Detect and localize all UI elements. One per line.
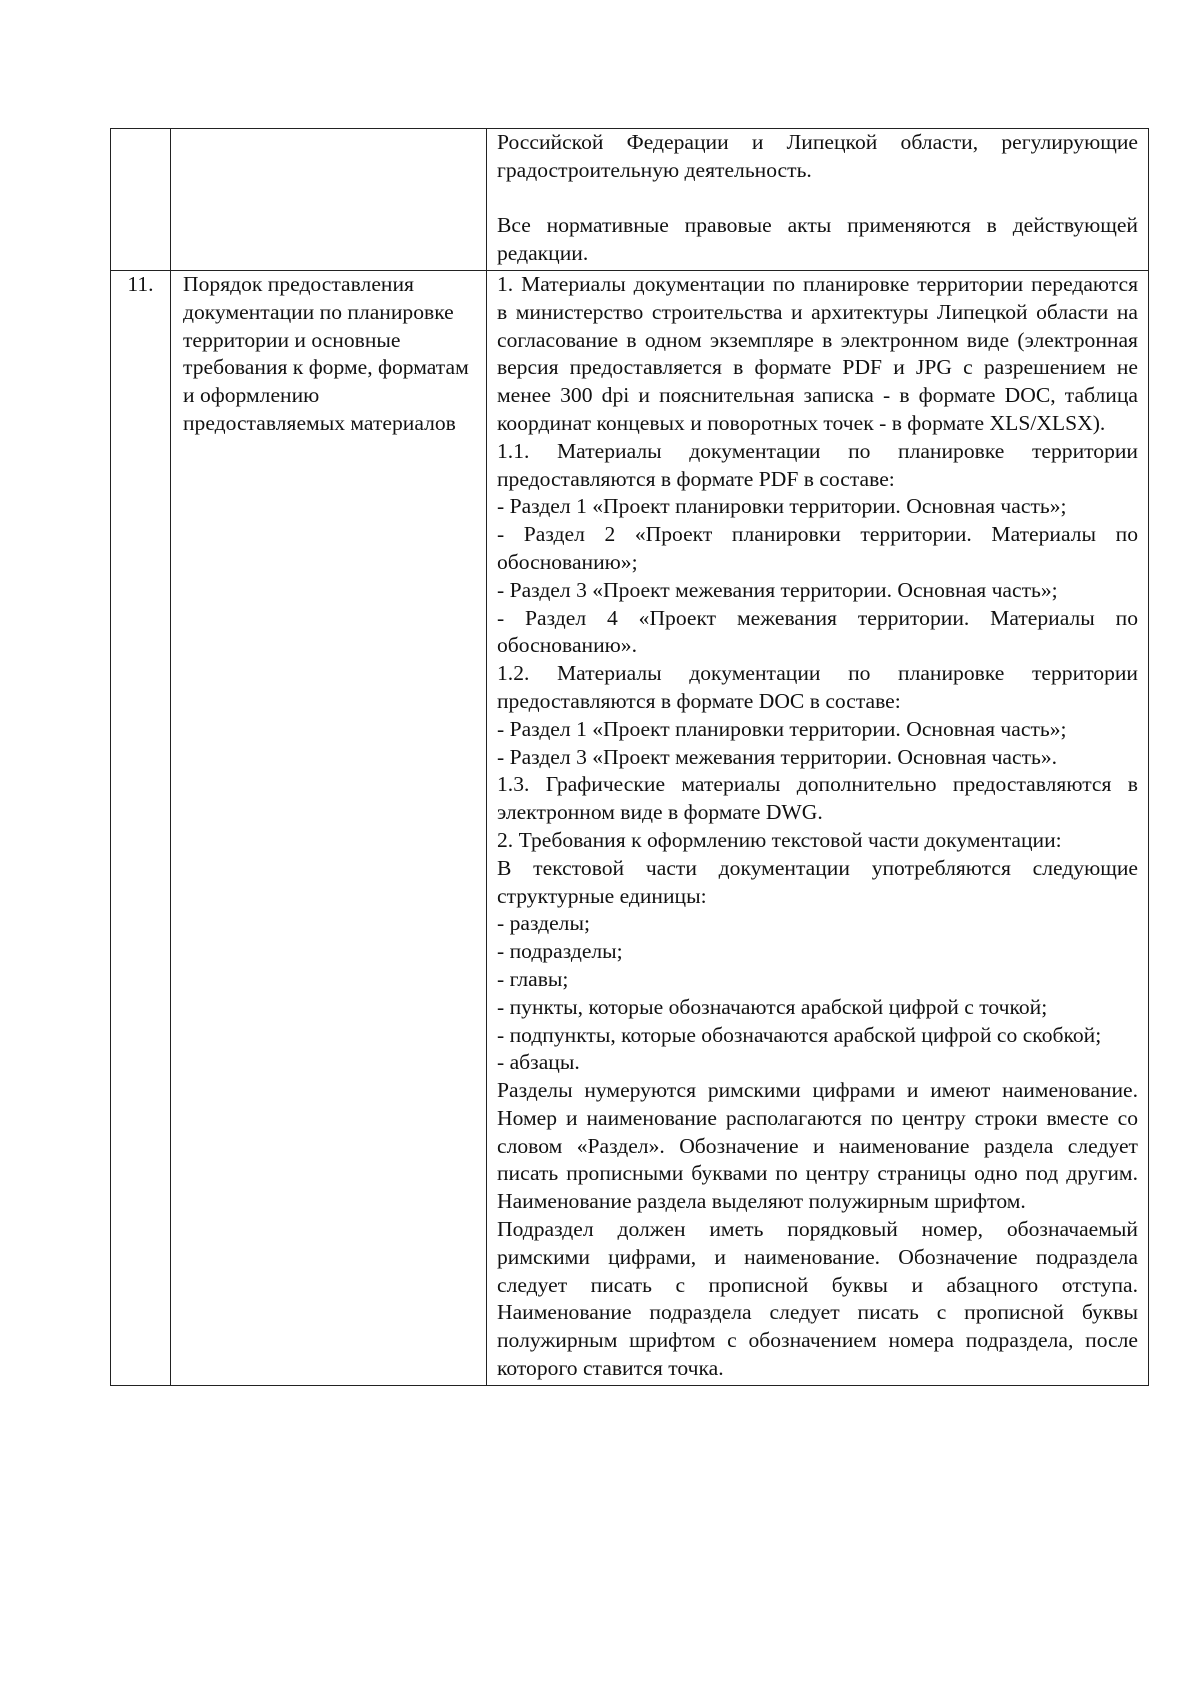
- list-item: - главы;: [497, 966, 569, 991]
- row-title-cell: [171, 270, 487, 1385]
- list-item: - Раздел 2 «Проект планировки территории. Материалы по обоснованию»;: [497, 522, 1138, 574]
- paragraph: 1. Материалы документации по планировке территории передаются в министерство строительства и архитектуры Липецкой области на согласование в одном экземпляре в электронном виде (электронная версия предоставляется в формате PDF и JPG с разрешением не менее 300 dpi и пояснительная записка - в формате DOC, таблица координат концевых и поворотных точек - в формате XLS/XLSX).: [497, 271, 1138, 435]
- paragraph: 2. Требования к оформлению текстовой части документации:: [497, 827, 1062, 852]
- paragraph: 1.1. Материалы документации по планировке территории предоставляются в формате PDF в составе:: [497, 438, 1138, 491]
- list-item: - абзацы.: [497, 1050, 580, 1075]
- row-number-cell: [111, 129, 171, 271]
- row-title: Порядок предоставления документации по планировке территории и основные требования к форме, форматам и оформлению предоставляемых материалов: [183, 271, 469, 435]
- row-title-cell: [171, 129, 487, 271]
- list-item: - пункты, которые обозначаются арабской цифрой с точкой;: [497, 994, 1048, 1019]
- list-item: - подразделы;: [497, 939, 623, 964]
- list-item: - подпункты, которые обозначаются арабской цифрой со скобкой;: [497, 1022, 1102, 1047]
- list-item: - Раздел 1 «Проект планировки территории. Основная часть»;: [497, 716, 1067, 741]
- list-item: - Раздел 1 «Проект планировки территории. Основная часть»;: [497, 494, 1067, 519]
- list-item: - разделы;: [497, 911, 590, 936]
- list-item: - Раздел 3 «Проект межевания территории. Основная часть».: [497, 744, 1058, 769]
- paragraph: Разделы нумеруются римскими цифрами и имеют наименование. Номер и наименование располагаются по центру строки вместе со словом «Раздел». Обозначение и наименование раздела следует писать прописными буквами по центру страницы одно под другим. Наименование раздела выделяют полужирным шрифтом.: [497, 1078, 1138, 1214]
- row-content-cell: [487, 270, 1149, 1385]
- list-item: - Раздел 4 «Проект межевания территории. Материалы по обоснованию».: [497, 605, 1138, 658]
- requirements-table: [110, 128, 1149, 1386]
- row-number: 11.: [127, 271, 154, 296]
- paragraph: Все нормативные правовые акты применяются в действующей редакции.: [497, 213, 1138, 266]
- paragraph: 1.3. Графические материалы дополнительно предоставляются в электронном виде в формате DWG.: [497, 772, 1138, 825]
- paragraph: 1.2. Материалы документации по планировке территории предоставляются в формате DOC в составе:: [497, 661, 1138, 713]
- table-row-continuation: [111, 129, 1149, 271]
- list-item: - Раздел 3 «Проект межевания территории. Основная часть»;: [497, 577, 1058, 602]
- paragraph: В текстовой части документации употребляются следующие структурные единицы:: [497, 855, 1138, 908]
- paragraph: Российской Федерации и Липецкой области, регулирующие градостроительную деятельность.: [497, 130, 1138, 182]
- row-number-cell: [111, 270, 171, 1385]
- row-content-cell: [487, 129, 1149, 271]
- table-row-11: [111, 270, 1149, 1385]
- paragraph: Подраздел должен иметь порядковый номер, обозначаемый римскими цифрами, и наименование. Обозначение подраздела следует писать с прописной буквы и абзацного отступа. Наименование подраздела следует писать с прописной буквы полужирным шрифтом с обозначением номера подраздела, после которого ставится точка.: [497, 1217, 1138, 1381]
